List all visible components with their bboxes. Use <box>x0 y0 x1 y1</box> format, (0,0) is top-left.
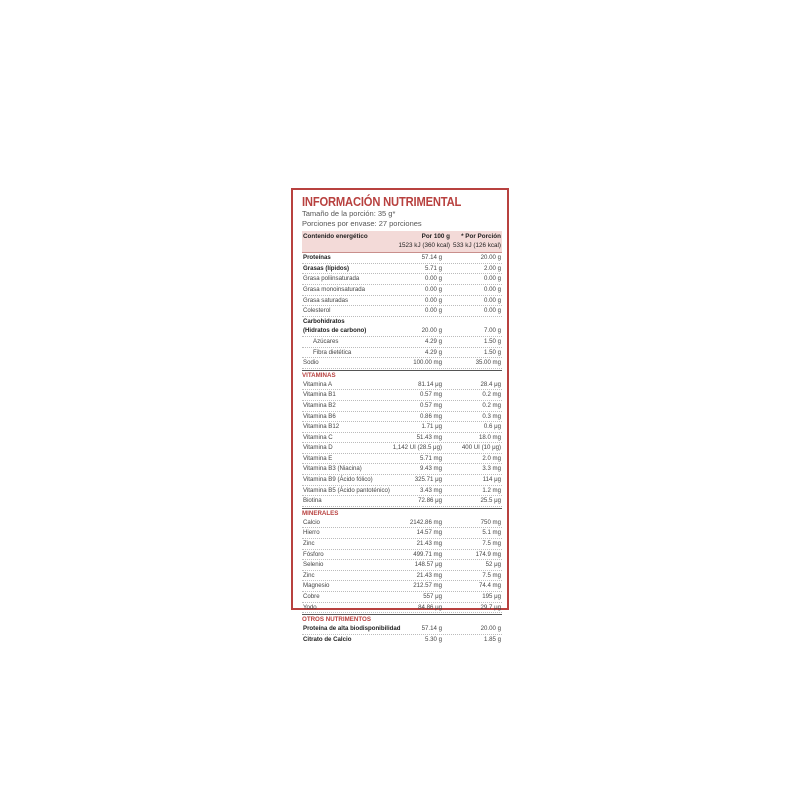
nutrient-name: (Hidratos de carbono) <box>303 327 367 335</box>
nutrient-name: Zinc <box>303 571 315 579</box>
value-per-100g: 1.71 μg <box>421 423 442 431</box>
nutrient-row <box>302 496 502 507</box>
value-per-portion: 28.4 μg <box>480 380 501 388</box>
nutrient-row <box>302 390 502 401</box>
table-header <box>302 231 502 253</box>
value-per-portion: 750 mg <box>480 518 501 526</box>
nutrient-name: Vitamina A <box>303 380 333 388</box>
nutrient-row <box>302 380 502 391</box>
value-per-portion: 0.00 g <box>484 285 501 293</box>
nutrient-row <box>302 358 502 369</box>
nutrient-row <box>302 528 502 539</box>
nutrient-name: Vitamina B6 <box>303 412 336 420</box>
value-per-100g: 57.14 g <box>421 254 442 262</box>
nutrient-row <box>302 571 502 582</box>
value-per-100g: 0.00 g <box>425 285 442 293</box>
nutrient-name: Vitamina B5 (Ácido pantoténico) <box>303 486 390 494</box>
panel-title: INFORMACIÓN NUTRIMENTAL <box>302 194 462 209</box>
value-per-portion: 1.50 g <box>484 348 501 356</box>
value-per-100g: 557 μg <box>423 593 442 600</box>
value-per-portion: 7.5 mg <box>482 571 501 579</box>
nutrient-row <box>302 539 502 550</box>
value-per-portion: 2.0 mg <box>482 454 501 462</box>
nutrient-name: Biotina <box>303 497 322 505</box>
nutrient-row <box>302 317 502 327</box>
value-per-100g: 2142.86 mg <box>409 518 442 526</box>
value-per-100g: 84.86 μg <box>418 603 442 611</box>
section-otros-nutrimentos: OTROS NUTRIMENTOS <box>302 614 502 624</box>
nutrient-name: Fibra dietética <box>313 348 352 356</box>
nutrient-name: Grasas (lípidos) <box>303 264 350 272</box>
servings-per-container: Porciones por envase: 27 porciones <box>302 218 422 228</box>
value-per-portion: 114 μg <box>482 476 501 484</box>
value-per-100g: 21.43 mg <box>416 540 442 548</box>
nutrient-row <box>302 464 502 475</box>
value-per-100g: 148.57 μg <box>414 561 442 569</box>
value-per-portion: 20.00 g <box>480 254 501 262</box>
value-per-100g: 81.14 μg <box>418 380 442 388</box>
nutrient-row <box>302 337 502 348</box>
value-per-portion: 3.3 mg <box>482 465 501 473</box>
nutrient-name: Vitamina B12 <box>303 423 340 431</box>
nutrient-row <box>302 581 502 592</box>
nutrient-row <box>302 264 502 275</box>
nutrient-name: Vitamina B3 (Niacina) <box>303 465 362 473</box>
value-per-portion: 29.7 μg <box>480 603 501 611</box>
nutrient-row <box>302 348 502 359</box>
value-per-100g: 57.14 g <box>421 625 442 633</box>
value-per-100g: 100.00 mg <box>413 359 442 367</box>
nutrient-row <box>302 624 502 635</box>
nutrition-facts-panel <box>291 188 509 643</box>
nutrient-name: Vitamina C <box>303 433 333 441</box>
macronutrient-rows <box>302 253 502 369</box>
value-per-portion: 0.00 g <box>484 296 501 304</box>
mineral-rows <box>302 518 502 613</box>
nutrient-row <box>302 592 502 603</box>
nutrient-name: Proteína de alta biodisponibilidad <box>303 625 401 633</box>
nutrient-row <box>302 326 502 337</box>
value-per-100g: 0.57 mg <box>419 391 442 399</box>
value-per-100g: 5.71 g <box>425 264 442 272</box>
value-per-100g: 20.00 g <box>421 327 442 335</box>
section-minerales: MINERALES <box>302 508 502 518</box>
nutrient-name: Colesterol <box>303 307 331 315</box>
nutrient-row <box>302 433 502 444</box>
value-per-portion: 5.1 mg <box>482 529 501 537</box>
energy-per-portion: 533 kJ (126 kcal) <box>453 242 501 250</box>
nutrient-name: Grasa saturadas <box>303 296 349 304</box>
value-per-portion: 195 μg <box>482 593 501 600</box>
energy-per-100g: 1523 kJ (360 kcal) <box>398 242 450 250</box>
nutrient-row <box>302 274 502 285</box>
other-nutrient-rows <box>302 624 502 644</box>
nutrient-row <box>302 454 502 465</box>
nutrient-row <box>302 422 502 433</box>
nutrient-name: Zinc <box>303 540 315 548</box>
serving-size: Tamaño de la porción: 35 g* <box>302 209 396 218</box>
value-per-portion: 0.00 g <box>484 275 501 283</box>
nutrient-name: Fósforo <box>303 550 324 558</box>
value-per-portion: 0.6 μg <box>483 423 501 431</box>
value-per-portion: 74.4 mg <box>478 582 501 590</box>
value-per-100g: 0.57 mg <box>419 401 442 409</box>
nutrient-name: Carbohidratos <box>303 317 345 325</box>
value-per-portion: 1.50 g <box>484 337 501 345</box>
value-per-portion: 7.5 mg <box>482 540 501 548</box>
value-per-portion: 18.0 mg <box>478 433 501 441</box>
nutrient-row <box>302 518 502 529</box>
value-per-100g: 0.86 mg <box>419 412 442 420</box>
value-per-100g: 212.57 mg <box>413 582 442 590</box>
nutrient-row <box>302 296 502 307</box>
value-per-100g: 1,142 UI (28.5 μg) <box>392 444 442 452</box>
value-per-portion: 7.00 g <box>484 327 501 335</box>
value-per-portion: 52 μg <box>485 561 501 569</box>
nutrient-name: Proteínas <box>303 254 331 262</box>
section-vitaminas: VITAMINAS <box>302 370 502 380</box>
nutrient-row <box>302 306 502 317</box>
value-per-100g: 51.43 mg <box>416 433 442 441</box>
value-per-portion: 0.2 mg <box>482 401 501 409</box>
value-per-100g: 0.00 g <box>425 307 442 315</box>
nutrient-row <box>302 285 502 296</box>
nutrient-name: Yodo <box>303 603 317 611</box>
value-per-portion: 2.00 g <box>484 264 501 272</box>
nutrient-name: Vitamina E <box>303 454 333 462</box>
value-per-portion: 20.00 g <box>480 625 501 633</box>
energy-label: Contenido energético <box>303 233 368 241</box>
nutrient-name: Sodio <box>303 359 319 367</box>
nutrient-row <box>302 253 502 264</box>
value-per-100g: 9.43 mg <box>419 465 442 473</box>
nutrient-row <box>302 475 502 486</box>
value-per-portion: 0.00 g <box>484 307 501 315</box>
value-per-100g: 0.00 g <box>425 296 442 304</box>
nutrient-row <box>302 560 502 571</box>
value-per-portion: 400 UI (10 μg) <box>461 444 501 452</box>
nutrient-name: Cobre <box>303 593 320 600</box>
value-per-portion: 1.2 mg <box>482 486 501 494</box>
value-per-100g: 72.86 μg <box>418 497 442 505</box>
nutrient-name: Selenio <box>303 561 324 569</box>
per-100g-header: Por 100 g <box>421 233 450 241</box>
value-per-100g: 4.29 g <box>425 337 442 345</box>
value-per-portion: 1.85 g <box>484 635 501 643</box>
value-per-100g: 499.71 mg <box>413 550 442 558</box>
nutrient-name: Magnesio <box>303 582 330 590</box>
nutrient-name: Azúcares <box>313 337 339 345</box>
per-portion-header: * Por Porción <box>461 233 501 241</box>
value-per-100g: 0.00 g <box>425 275 442 283</box>
value-per-portion: 25.5 μg <box>480 497 501 505</box>
nutrient-name: Hierro <box>303 529 320 537</box>
value-per-portion: 35.00 mg <box>475 359 501 367</box>
value-per-100g: 4.29 g <box>425 348 442 356</box>
nutrient-row <box>302 486 502 497</box>
value-per-portion: 174.9 mg <box>475 550 501 558</box>
vitamin-rows <box>302 380 502 507</box>
value-per-portion: 0.3 mg <box>482 412 501 420</box>
nutrient-name: Vitamina B1 <box>303 391 336 399</box>
nutrient-name: Calcio <box>303 518 320 526</box>
nutrient-row <box>302 603 502 614</box>
value-per-100g: 14.57 mg <box>416 529 442 537</box>
nutrient-row <box>302 412 502 423</box>
nutrient-row <box>302 635 502 645</box>
value-per-100g: 325.71 μg <box>414 476 442 484</box>
nutrient-row <box>302 401 502 412</box>
nutrient-name: Citrato de Calcio <box>303 635 352 643</box>
value-per-portion: 0.2 mg <box>482 391 501 399</box>
nutrient-name: Vitamina B2 <box>303 401 336 409</box>
value-per-100g: 3.43 mg <box>419 486 442 494</box>
value-per-100g: 5.71 mg <box>419 454 442 462</box>
nutrient-row <box>302 443 502 454</box>
nutrient-name: Grasa poliinsaturada <box>303 275 360 283</box>
value-per-100g: 5.30 g <box>425 635 442 643</box>
value-per-100g: 21.43 mg <box>416 571 442 579</box>
nutrient-name: Vitamina D <box>303 444 333 452</box>
nutrient-row <box>302 550 502 561</box>
nutrient-name: Grasa monoinsaturada <box>303 285 365 293</box>
nutrient-name: Vitamina B9 (Ácido fólico) <box>303 476 373 484</box>
